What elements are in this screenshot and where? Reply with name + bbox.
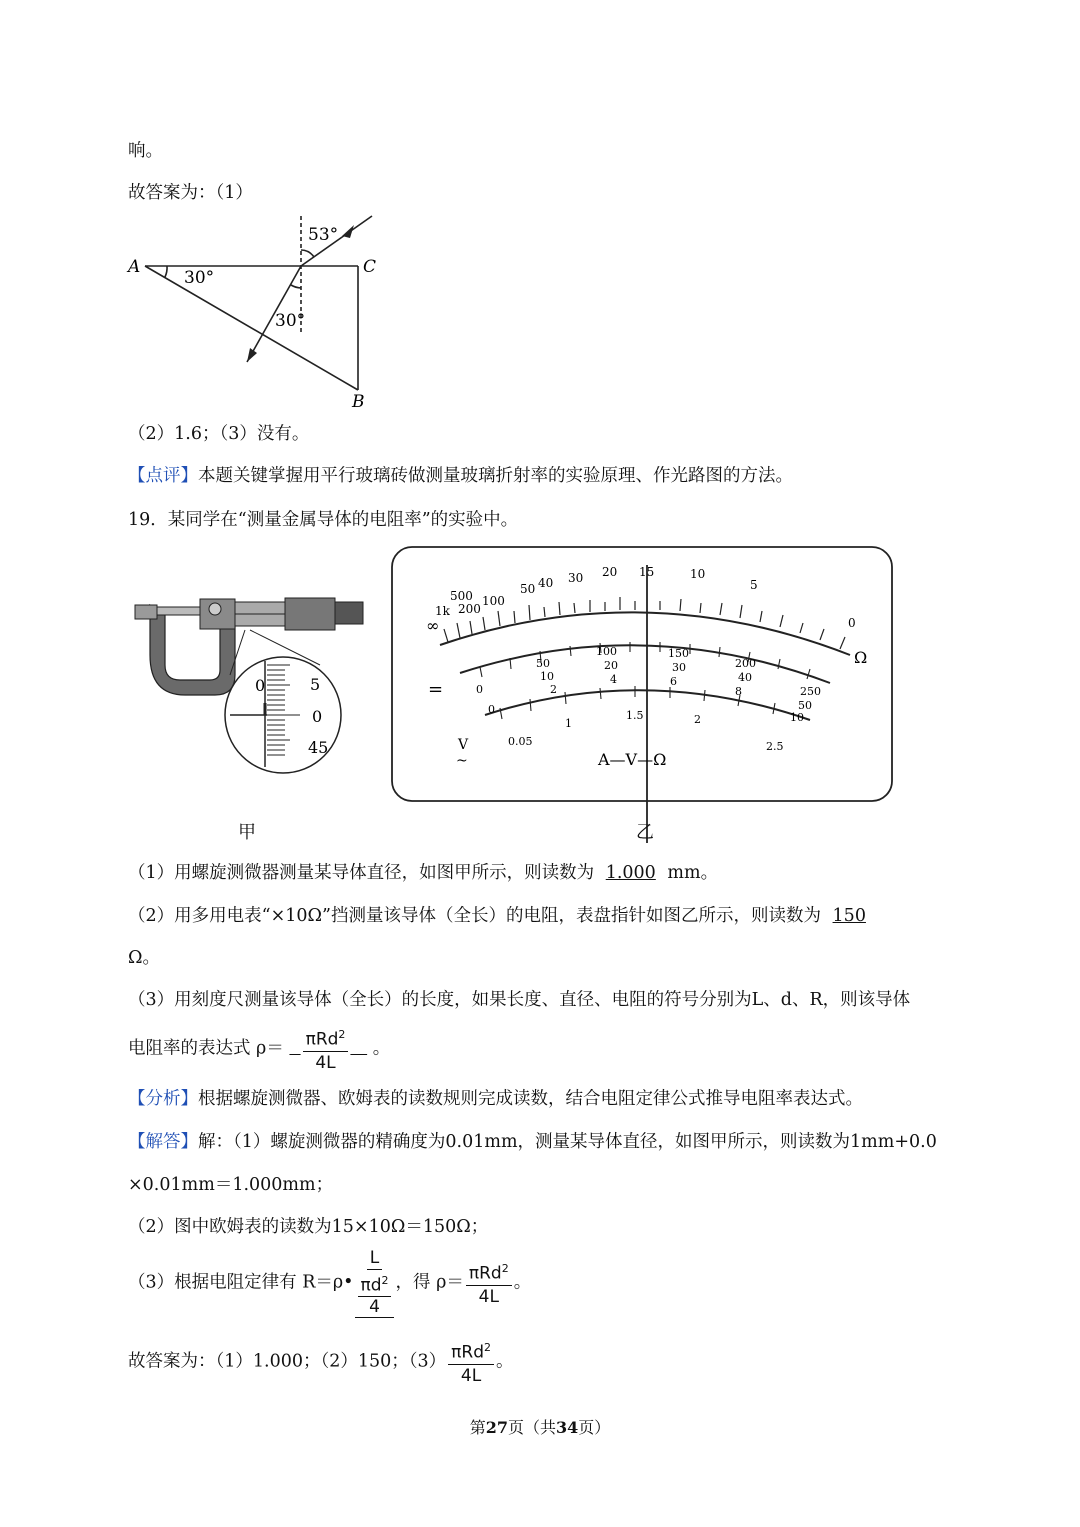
ohm-10: 10 [690, 567, 706, 581]
ohm-0: 0 [848, 616, 856, 630]
ohm-200: 200 [458, 602, 481, 616]
solution-4: （3）根据电阻定律有 R＝ρ• $\frac{L}{\frac{\pi d^2}{4}}$ ，得 ρ＝ $\frac{\pi Rd^2}{4L}$ 。 [128, 1248, 532, 1317]
ohm-40: 40 [538, 576, 554, 590]
text-line-2: 故答案为：（1） [128, 183, 253, 203]
angle-30-b: 30° [275, 311, 306, 331]
ac-0: 0 [488, 703, 495, 716]
ohm-50: 50 [520, 582, 536, 596]
micrometer-figure [125, 585, 375, 785]
resistance-formula: $\frac{L}{\frac{\pi d^2}{4}}$ [355, 1248, 393, 1318]
question-3-expr: 电阻率的表达式 ρ＝ $\frac{\pi Rd^2}{4L}$ 。 [128, 1025, 390, 1073]
comment-tag: 【点评】 [128, 466, 198, 486]
ac-2-5: 2.5 [766, 740, 784, 753]
dc-c-2: 2 [550, 683, 557, 696]
caption-yi: 乙 [636, 822, 654, 843]
answer-2: 150 [832, 906, 866, 926]
label-C: C [363, 257, 377, 277]
label-A: A [128, 257, 141, 277]
text-line-1: 响。 [128, 141, 163, 161]
ohm-500: 500 [450, 589, 473, 603]
question-2: （2）用多用电表“×10Ω”挡测量该导体（全长）的电阻，表盘指针如图乙所示，则读数为 150 [128, 904, 872, 928]
dc-a-250: 250 [800, 685, 821, 698]
ohm-100: 100 [482, 594, 505, 608]
ohm-1k: 1k [435, 604, 450, 618]
dc-a-50: 50 [536, 657, 550, 670]
text-line-3: （2）1.6；（3）没有。 [128, 424, 310, 444]
answer-1: 1.000 [605, 863, 656, 883]
v-symbol: V [458, 737, 469, 753]
micro-tick-5: 5 [310, 675, 321, 694]
angle-53: 53° [308, 225, 339, 245]
ac-symbol: ~ [456, 753, 468, 769]
analysis: 【分析】根据螺旋测微器、欧姆表的读数规则完成读数，结合电阻定律公式推导电阻率表达式。 [128, 1089, 863, 1109]
dc-a-150: 150 [668, 647, 689, 660]
dc-b-50: 50 [798, 699, 812, 712]
angle-30-a: 30° [184, 268, 215, 288]
ac-2: 2 [694, 713, 701, 726]
meter-label: A—V—Ω [598, 750, 667, 769]
micro-zero-main: 0 [255, 676, 266, 695]
solution-tag: 【解答】 [128, 1132, 198, 1152]
ohm-5: 5 [750, 578, 758, 592]
final-formula: $\frac{\pi Rd^2}{4L}$ [448, 1338, 494, 1386]
question-19: 19．某同学在“测量金属导体的电阻率”的实验中。 [128, 510, 519, 530]
ohm-20: 20 [602, 565, 618, 579]
text-line-4: 【点评】本题关键掌握用平行玻璃砖做测量玻璃折射率的实验原理、作光路图的方法。 [128, 466, 793, 486]
dc-c-6: 6 [670, 675, 677, 688]
dc-symbol: = [428, 679, 444, 700]
analysis-tag: 【分析】 [128, 1089, 198, 1109]
micro-tick-45: 45 [308, 738, 329, 757]
ac-1-5: 1.5 [626, 709, 644, 722]
dc-c-4: 4 [610, 673, 617, 686]
refraction-diagram [120, 210, 390, 410]
ohm-30: 30 [568, 571, 584, 585]
dc-b-20: 20 [604, 659, 618, 672]
ohm-15: 15 [639, 565, 655, 579]
caption-jia: 甲 [238, 822, 256, 843]
answer-3-formula: $\frac{\pi Rd^2}{4L}$ [303, 1025, 349, 1073]
solution-3: （2）图中欧姆表的读数为15×10Ω＝150Ω； [128, 1217, 489, 1237]
dc-c-8: 8 [735, 685, 742, 698]
resistivity-formula: $\frac{\pi Rd^2}{4L}$ [466, 1259, 512, 1307]
dc-a-100: 100 [596, 645, 617, 658]
question-3: （3）用刻度尺测量该导体（全长）的长度，如果长度、直径、电阻的符号分别为L、d、R，则该导体 [128, 990, 911, 1010]
final-answer: 故答案为：（1）1.000；（2）150；（3） $\frac{\pi Rd^2}{4L}$ 。 [128, 1338, 514, 1386]
solution-1: 【解答】解：（1）螺旋测微器的精确度为0.01mm，测量某导体直径，如图甲所示，则读数为1mm+0.0 [128, 1132, 937, 1152]
ohm-inf: ∞ [426, 616, 440, 635]
dc-c-10: 10 [790, 711, 804, 724]
dc-b-40: 40 [738, 671, 752, 684]
page-footer: 第27页（共34页） [469, 1418, 611, 1437]
dc-a-0: 0 [476, 683, 483, 696]
micro-tick-0: 0 [312, 707, 323, 726]
dc-a-200: 200 [735, 657, 756, 670]
dc-b-10: 10 [540, 670, 554, 683]
ohm-unit: Ω [854, 648, 868, 667]
question-2-unit: Ω。 [128, 948, 161, 968]
solution-2: ×0.01mm＝1.000mm； [128, 1175, 334, 1195]
question-1: （1）用螺旋测微器测量某导体直径，如图甲所示，则读数为 1.000 mm。 [128, 863, 719, 883]
dc-b-30: 30 [672, 661, 686, 674]
ac-1: 1 [565, 717, 572, 730]
label-B: B [352, 392, 365, 410]
multimeter-dial [390, 545, 895, 845]
ac-small: 0.05 [508, 735, 533, 748]
